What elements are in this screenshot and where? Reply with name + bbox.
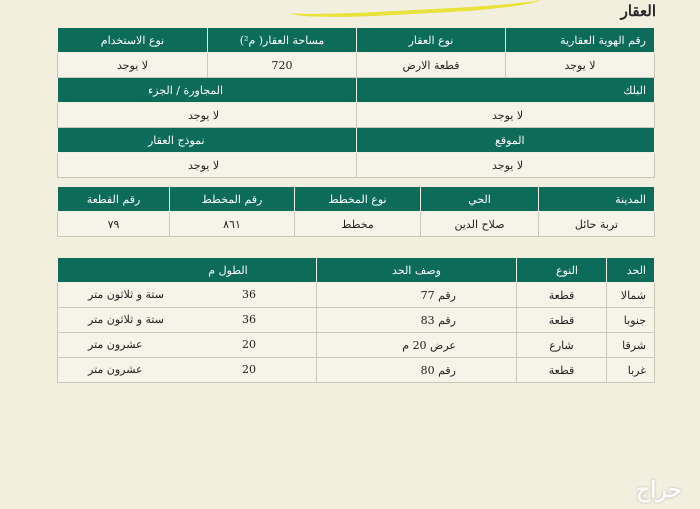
value-property-model: لا يوجد xyxy=(58,153,357,178)
boundary-length-number: 20 xyxy=(242,363,256,376)
boundary-length-number: 36 xyxy=(242,313,256,326)
header-property-type: نوع العقار xyxy=(357,28,506,53)
header-plan-number: رقم المخطط xyxy=(170,187,295,212)
value-plot-number: ٧٩ xyxy=(58,212,170,237)
boundary-length-text: ستة و ثلاثون متر xyxy=(88,313,164,326)
boundary-length xyxy=(58,358,317,383)
boundary-side: جنوبا xyxy=(607,308,655,333)
value-plan-type: مخطط xyxy=(295,212,421,237)
header-district: الحي xyxy=(421,187,539,212)
boundary-description: رقم 83 xyxy=(317,308,517,333)
header-property-id: رقم الهوية العقارية xyxy=(506,28,655,53)
boundary-row xyxy=(58,308,655,333)
boundary-length xyxy=(58,333,317,358)
boundary-type: شارع xyxy=(517,333,607,358)
value-district: صلاح الدين xyxy=(421,212,539,237)
header-property-model: نموذج العقار xyxy=(58,128,357,153)
boundary-row xyxy=(58,283,655,308)
header-property-area: مساحة العقار( م²) xyxy=(208,28,357,53)
header-city: المدينة xyxy=(539,187,655,212)
boundary-row xyxy=(58,358,655,383)
boundary-length-number: 36 xyxy=(242,288,256,301)
boundary-type: قطعة xyxy=(517,358,607,383)
value-neighborhood-part: لا يوجد xyxy=(58,103,357,128)
value-location: لا يوجد xyxy=(357,153,655,178)
boundaries-header-row xyxy=(58,258,655,283)
value-property-type: قطعة الارض xyxy=(357,53,506,78)
boundary-length xyxy=(58,283,317,308)
value-plan-number: ٨٦١ xyxy=(170,212,295,237)
property-header-row xyxy=(58,28,655,53)
value-property-area: 720 xyxy=(208,53,357,78)
header-neighborhood-part: المجاورة / الجزء xyxy=(58,78,357,103)
value-block: لا يوجد xyxy=(357,103,655,128)
header-length: الطول م xyxy=(58,258,317,283)
boundary-length-text: ستة و ثلاثون متر xyxy=(88,288,164,301)
highlight-mark xyxy=(290,0,541,21)
boundary-row xyxy=(58,333,655,358)
block-value-row xyxy=(58,103,655,128)
boundary-length xyxy=(58,308,317,333)
property-table xyxy=(57,27,655,178)
value-city: تربة حائل xyxy=(539,212,655,237)
location-header-row xyxy=(58,128,655,153)
header-usage-type: نوع الاستخدام xyxy=(58,28,208,53)
boundary-description: عرض 20 م xyxy=(317,333,517,358)
plan-header-row xyxy=(58,187,655,212)
watermark-logo: حراج xyxy=(635,477,682,503)
boundary-side: شمالا xyxy=(607,283,655,308)
boundary-type: قطعة xyxy=(517,308,607,333)
plan-value-row xyxy=(58,212,655,237)
boundary-length-number: 20 xyxy=(242,338,256,351)
header-description: وصف الحد xyxy=(317,258,517,283)
property-value-row xyxy=(58,53,655,78)
boundary-description: رقم 77 xyxy=(317,283,517,308)
header-location: الموقع xyxy=(357,128,655,153)
section-title: العقار xyxy=(620,2,656,20)
plan-table xyxy=(57,186,655,237)
value-property-id: لا يوجد xyxy=(506,53,655,78)
boundary-side: شرقا xyxy=(607,333,655,358)
boundary-side: غربا xyxy=(607,358,655,383)
header-type: النوع xyxy=(517,258,607,283)
boundary-length-text: عشرون متر xyxy=(88,363,143,376)
header-plot-number: رقم القطعة xyxy=(58,187,170,212)
value-usage-type: لا يوجد xyxy=(58,53,208,78)
boundaries-table xyxy=(57,257,655,383)
boundary-description: رقم 80 xyxy=(317,358,517,383)
location-value-row xyxy=(58,153,655,178)
header-plan-type: نوع المخطط xyxy=(295,187,421,212)
boundary-length-text: عشرون متر xyxy=(88,338,143,351)
block-header-row xyxy=(58,78,655,103)
boundary-type: قطعة xyxy=(517,283,607,308)
header-block: البلك xyxy=(357,78,655,103)
header-side: الحد xyxy=(607,258,655,283)
